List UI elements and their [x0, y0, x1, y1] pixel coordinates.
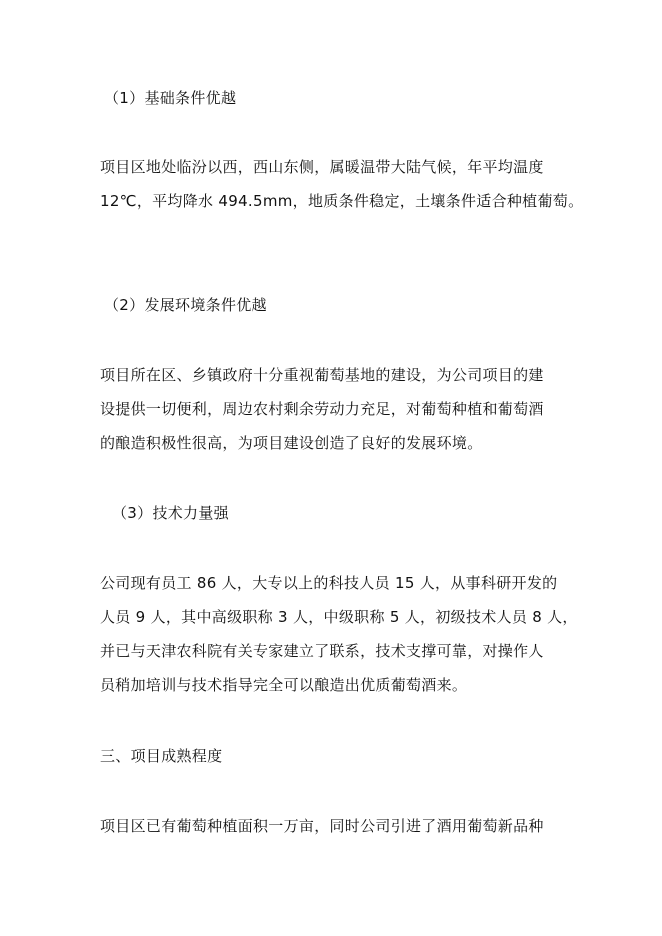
section-heading-development-environment: （2）发展环境条件优越 — [104, 296, 267, 314]
paragraph-line: 项目区已有葡萄种植面积一万亩，同时公司引进了酒用葡萄新品种 — [100, 817, 544, 835]
paragraph-line: 项目所在区、乡镇政府十分重视葡萄基地的建设，为公司项目的建 — [100, 366, 544, 384]
paragraph-line: 员稍加培训与技术指导完全可以酿造出优质葡萄酒来。 — [100, 676, 468, 694]
paragraph-line: 的酿造积极性很高，为项目建设创造了良好的发展环境。 — [100, 434, 483, 452]
paragraph-line: 12℃，平均降水 494.5mm，地质条件稳定，土壤条件适合种植葡萄。 — [100, 192, 584, 210]
section-heading-project-maturity: 三、项目成熟程度 — [100, 747, 223, 765]
paragraph-line: 设提供一切便利，周边农村剩余劳动力充足，对葡萄种植和葡萄酒 — [100, 400, 544, 418]
paragraph-line: 公司现有员工 86 人，大专以上的科技人员 15 人，从事科研开发的 — [100, 574, 558, 592]
paragraph-line: 人员 9 人，其中高级职称 3 人，中级职称 5 人，初级技术人员 8 人， — [100, 608, 578, 626]
section-heading-basic-conditions: （1）基础条件优越 — [104, 89, 237, 107]
paragraph-line: 并已与天津农科院有关专家建立了联系，技术支撑可靠，对操作人 — [100, 642, 544, 660]
section-heading-technical-strength: （3）技术力量强 — [112, 504, 229, 522]
paragraph-line: 项目区地处临汾以西，西山东侧，属暖温带大陆气候，年平均温度 — [100, 158, 544, 176]
